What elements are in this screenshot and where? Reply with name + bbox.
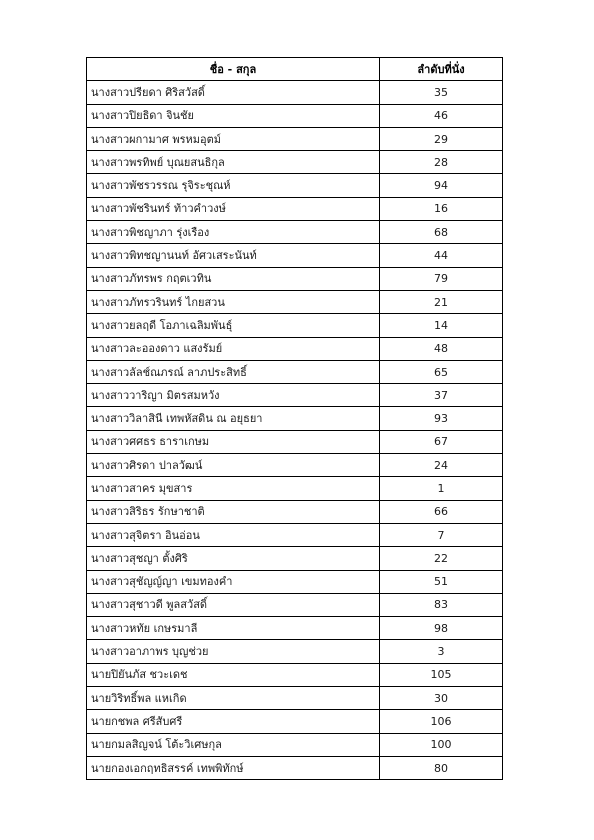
person-name: นายกชพล ศรีสับศรี xyxy=(87,710,380,733)
person-name: นางสาววาริญา มิตรสมหวัง xyxy=(87,384,380,407)
header-seat: ลำดับที่นั่ง xyxy=(380,58,503,81)
table-row xyxy=(87,337,503,360)
person-name: นางสาวภัทรพร กฤตเวทิน xyxy=(87,267,380,290)
seat-number: 14 xyxy=(380,314,503,337)
person-name: นายกมลสิญจน์ โต้ะวิเศษกุล xyxy=(87,733,380,756)
table-row xyxy=(87,663,503,686)
table-row xyxy=(87,127,503,150)
seat-number: 29 xyxy=(380,127,503,150)
table-row xyxy=(87,593,503,616)
person-name: นางสาวพิทชญานนท์ อัศวเสระนันท์ xyxy=(87,244,380,267)
table-row xyxy=(87,477,503,500)
seat-number: 28 xyxy=(380,151,503,174)
seat-number: 79 xyxy=(380,267,503,290)
table-row xyxy=(87,360,503,383)
seat-number: 22 xyxy=(380,547,503,570)
table-row xyxy=(87,290,503,313)
person-name: นางสาวปิยธิดา จินชัย xyxy=(87,104,380,127)
table-row xyxy=(87,523,503,546)
seat-number: 68 xyxy=(380,221,503,244)
table-header-row xyxy=(87,58,503,81)
seat-number: 24 xyxy=(380,454,503,477)
table-row xyxy=(87,687,503,710)
table-row xyxy=(87,81,503,104)
table-row xyxy=(87,384,503,407)
seat-number: 21 xyxy=(380,290,503,313)
seat-number: 46 xyxy=(380,104,503,127)
seat-number: 66 xyxy=(380,500,503,523)
person-name: นางสาวผกามาศ พรหมอุตม์ xyxy=(87,127,380,150)
person-name: นางสาวพรทิพย์ บุณยสนธิกุล xyxy=(87,151,380,174)
person-name: นางสาวสุจิตรา อินอ่อน xyxy=(87,523,380,546)
seat-number: 30 xyxy=(380,687,503,710)
table-row xyxy=(87,570,503,593)
seat-number: 7 xyxy=(380,523,503,546)
seat-number: 98 xyxy=(380,617,503,640)
table-row xyxy=(87,314,503,337)
header-name: ชื่อ - สกุล xyxy=(87,58,380,81)
person-name: นางสาวยลฤดี โอภาเฉลิมพันธุ์ xyxy=(87,314,380,337)
table-row xyxy=(87,454,503,477)
person-name: นางสาวภัทรวรินทร์ ไกยสวน xyxy=(87,290,380,313)
person-name: นางสาวพิชญาภา รุ่งเรือง xyxy=(87,221,380,244)
person-name: นางสาวศิรดา ปาลวัฒน์ xyxy=(87,454,380,477)
seat-number: 93 xyxy=(380,407,503,430)
person-name: นางสาวสุชัญญ์ญา เขมทองคำ xyxy=(87,570,380,593)
seat-number: 3 xyxy=(380,640,503,663)
person-name: นางสาวสุชาวดี พูลสวัสดิ์ xyxy=(87,593,380,616)
seat-number: 106 xyxy=(380,710,503,733)
person-name: นายกองเอกฤทธิสรรค์ เทพพิทักษ์ xyxy=(87,756,380,779)
table-row xyxy=(87,174,503,197)
table-row xyxy=(87,267,503,290)
seat-number: 100 xyxy=(380,733,503,756)
seat-number: 37 xyxy=(380,384,503,407)
table-row xyxy=(87,617,503,640)
person-name: นางสาวปรียดา ศิริสวัสดิ์ xyxy=(87,81,380,104)
person-name: นายวิริทธิ์พล แหเกิด xyxy=(87,687,380,710)
table-row xyxy=(87,733,503,756)
seating-table xyxy=(86,57,503,780)
table-row xyxy=(87,710,503,733)
table-row xyxy=(87,221,503,244)
person-name: นางสาวอาภาพร บุญช่วย xyxy=(87,640,380,663)
seat-number: 67 xyxy=(380,430,503,453)
seat-number: 35 xyxy=(380,81,503,104)
seat-number: 44 xyxy=(380,244,503,267)
table-row xyxy=(87,640,503,663)
person-name: นางสาวพัชรินทร์ ท้าวคำวงษ์ xyxy=(87,197,380,220)
table-row xyxy=(87,547,503,570)
table-row xyxy=(87,500,503,523)
person-name: นางสาววิลาสินี เทพหัสดิน ณ อยุธยา xyxy=(87,407,380,430)
person-name: นางสาวสุชญา ตั้งศิริ xyxy=(87,547,380,570)
seat-number: 1 xyxy=(380,477,503,500)
table-row xyxy=(87,407,503,430)
person-name: นายปิยันภัส ชวะเดช xyxy=(87,663,380,686)
seat-number: 83 xyxy=(380,593,503,616)
person-name: นางสาวลัลช์ณภรณ์ ลาภประสิทธิ์ xyxy=(87,360,380,383)
seat-number: 94 xyxy=(380,174,503,197)
person-name: นางสาวพัชรวรรณ รุจิระชุณห์ xyxy=(87,174,380,197)
table-row xyxy=(87,197,503,220)
person-name: นางสาวศศธร ธาราเกษม xyxy=(87,430,380,453)
seat-number: 51 xyxy=(380,570,503,593)
seat-number: 16 xyxy=(380,197,503,220)
seat-number: 80 xyxy=(380,756,503,779)
seat-number: 105 xyxy=(380,663,503,686)
person-name: นางสาวสิริธร รักษาชาติ xyxy=(87,500,380,523)
table-row xyxy=(87,104,503,127)
table-body xyxy=(87,81,503,780)
table-row xyxy=(87,756,503,779)
table-row xyxy=(87,244,503,267)
person-name: นางสาวสาคร มุขสาร xyxy=(87,477,380,500)
table-row xyxy=(87,151,503,174)
table-row xyxy=(87,430,503,453)
person-name: นางสาวละอองดาว แสงรัมย์ xyxy=(87,337,380,360)
person-name: นางสาวหทัย เกษรมาลี xyxy=(87,617,380,640)
seat-number: 65 xyxy=(380,360,503,383)
seat-number: 48 xyxy=(380,337,503,360)
